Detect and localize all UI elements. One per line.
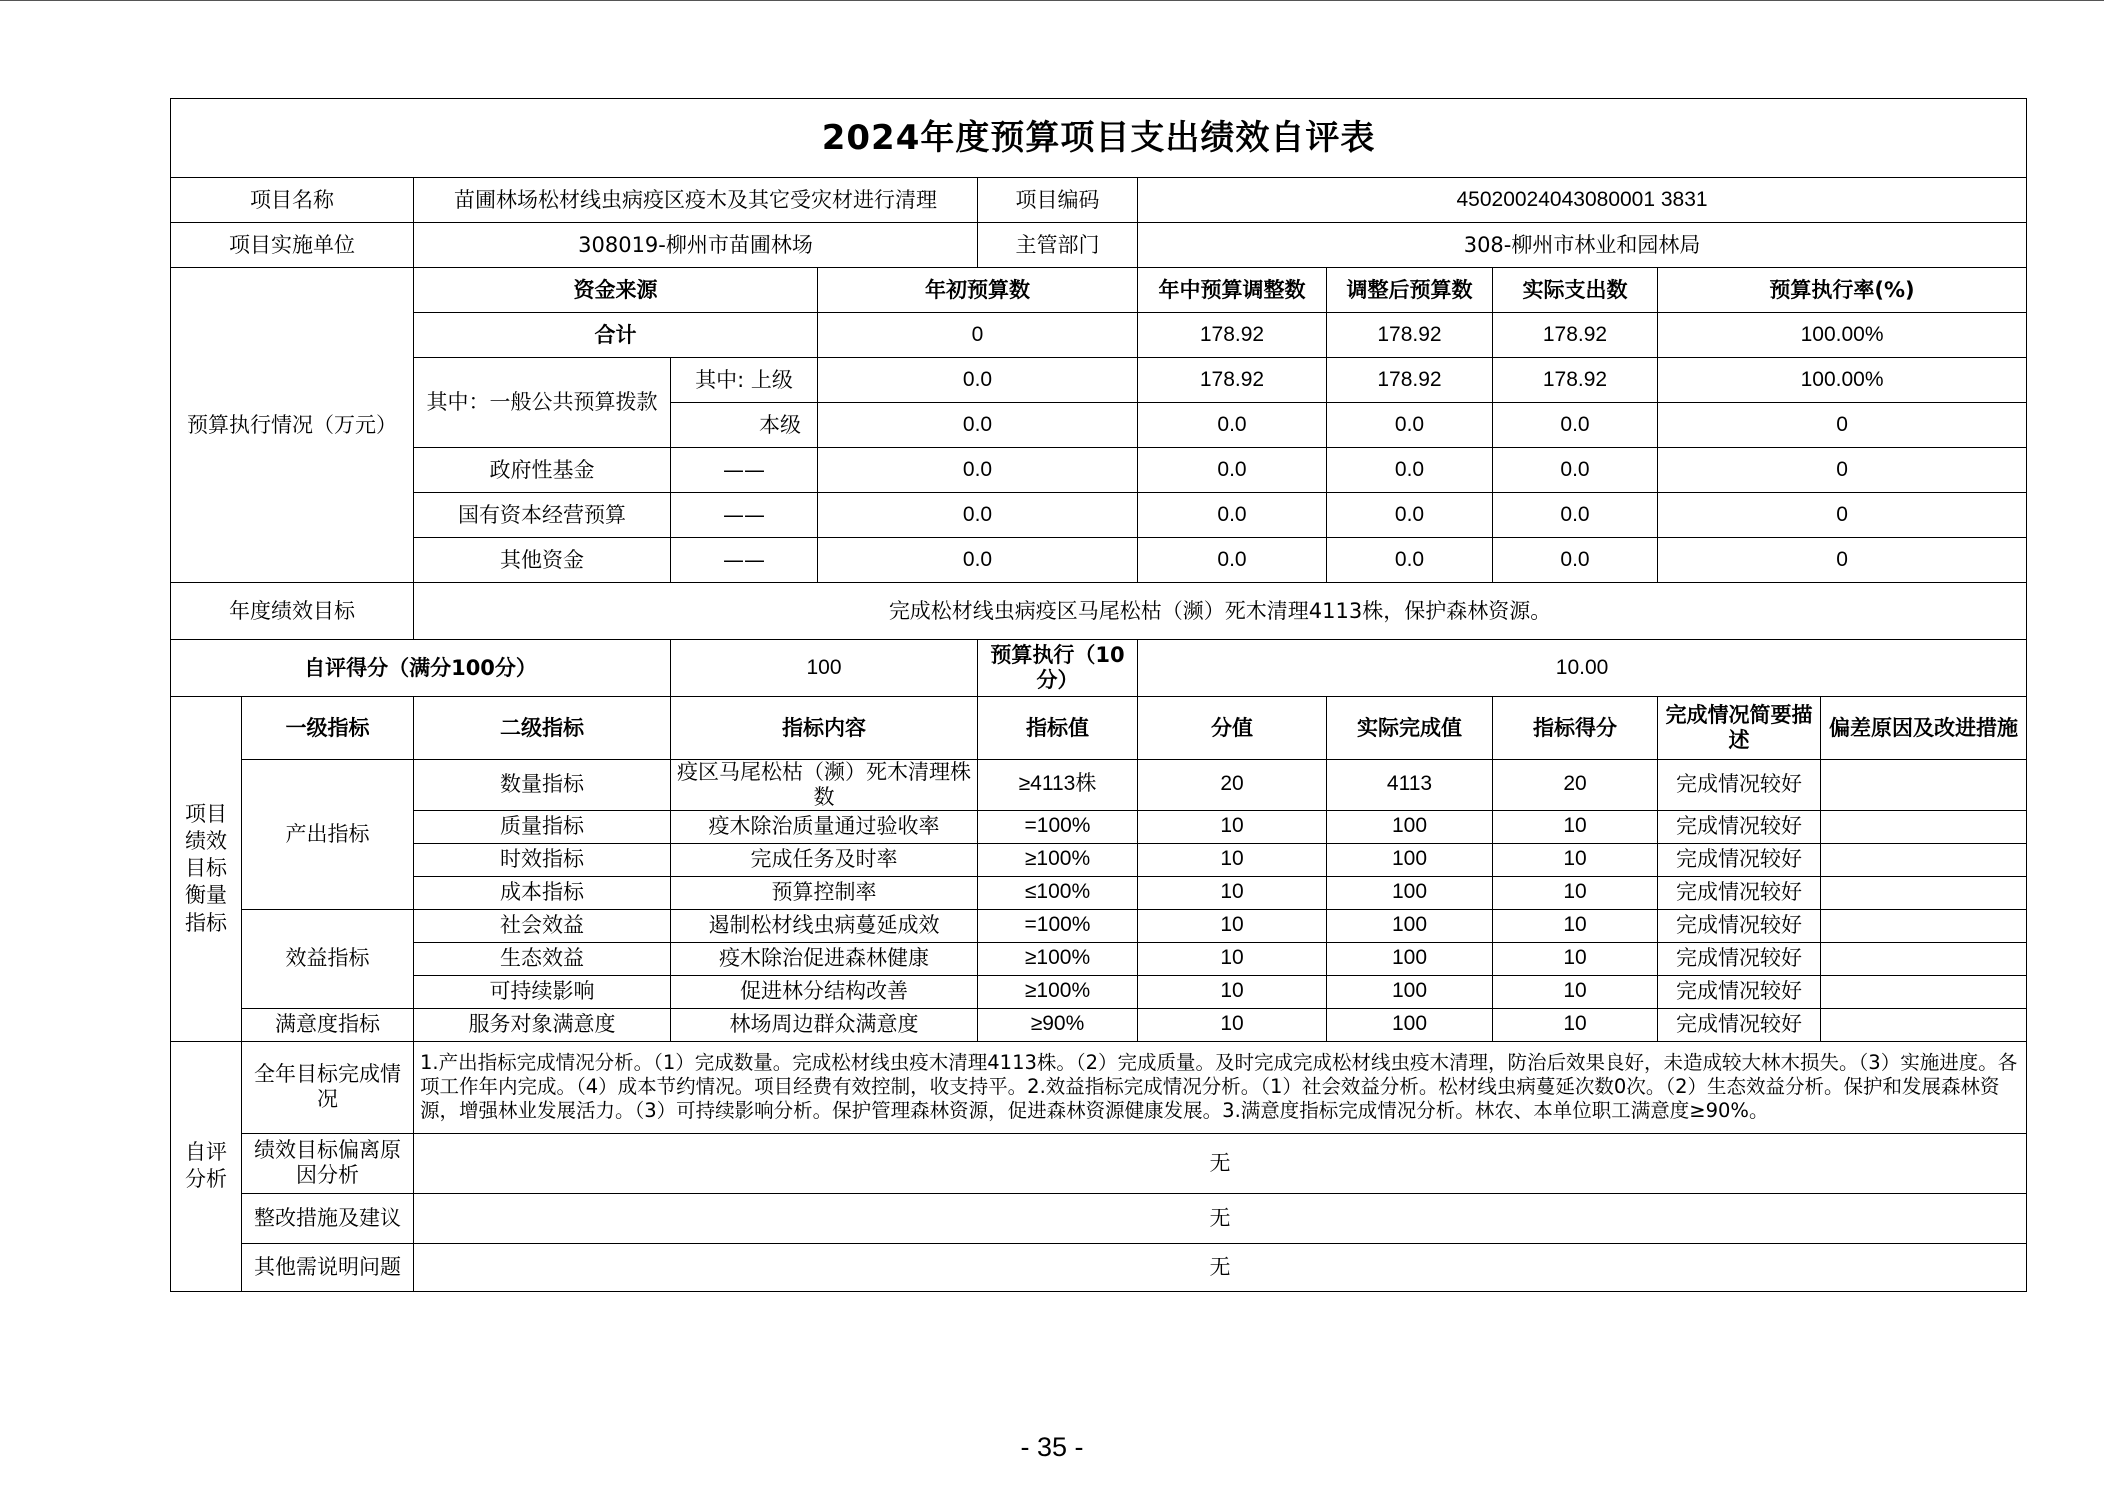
ind-actual: 100 xyxy=(1327,975,1493,1008)
budget-local-initial: 0.0 xyxy=(818,403,1138,448)
ind-score: 10 xyxy=(1493,909,1658,942)
analysis-rectify-text: 无 xyxy=(414,1193,2027,1243)
ind-score: 20 xyxy=(1493,760,1658,811)
budget-statecapital-initial: 0.0 xyxy=(818,493,1138,538)
ind-content: 疫区马尾松枯（濒）死木清理株数 xyxy=(671,760,978,811)
ind-level1-satisfaction: 满意度指标 xyxy=(242,1008,414,1041)
budget-govfund-label: 政府性基金 xyxy=(414,448,671,493)
ind-weight: 10 xyxy=(1138,909,1327,942)
ind-desc: 完成情况较好 xyxy=(1658,975,1821,1008)
ind-score: 10 xyxy=(1493,876,1658,909)
ind-score: 10 xyxy=(1493,975,1658,1008)
analysis-deviation-label: 绩效目标偏离原因分析 xyxy=(242,1133,414,1193)
ind-reason xyxy=(1821,909,2027,942)
annual-goal-label: 年度绩效目标 xyxy=(171,583,414,640)
project-code: 45020024043080001 3831 xyxy=(1138,178,2027,223)
ind-level2: 质量指标 xyxy=(414,810,671,843)
ind-level2: 成本指标 xyxy=(414,876,671,909)
self-score-value: 100 xyxy=(671,640,978,697)
ind-desc: 完成情况较好 xyxy=(1658,942,1821,975)
project-name: 苗圃林场松材线虫病疫区疫木及其它受灾材进行清理 xyxy=(414,178,978,223)
ind-level2: 可持续影响 xyxy=(414,975,671,1008)
budget-other-adjust: 0.0 xyxy=(1138,538,1327,583)
ind-weight: 10 xyxy=(1138,942,1327,975)
ind-header-weight: 分值 xyxy=(1138,697,1327,760)
budget-other-initial: 0.0 xyxy=(818,538,1138,583)
budget-header-initial: 年初预算数 xyxy=(818,268,1138,313)
ind-content: 疫木除治质量通过验收率 xyxy=(671,810,978,843)
budget-local-adjust: 0.0 xyxy=(1138,403,1327,448)
ind-content: 完成任务及时率 xyxy=(671,843,978,876)
ind-content: 林场周边群众满意度 xyxy=(671,1008,978,1041)
ind-target: =100% xyxy=(978,810,1138,843)
budget-superior-adjusted: 178.92 xyxy=(1327,358,1493,403)
budget-local-adjusted: 0.0 xyxy=(1327,403,1493,448)
ind-level2: 生态效益 xyxy=(414,942,671,975)
ind-level2: 服务对象满意度 xyxy=(414,1008,671,1041)
analysis-deviation-text: 无 xyxy=(414,1133,2027,1193)
ind-header-score: 指标得分 xyxy=(1493,697,1658,760)
ind-header-level2: 二级指标 xyxy=(414,697,671,760)
budget-total-actual: 178.92 xyxy=(1493,313,1658,358)
analysis-section-label: 自评分析 xyxy=(171,1041,242,1291)
ind-target: ≥90% xyxy=(978,1008,1138,1041)
ind-desc: 完成情况较好 xyxy=(1658,760,1821,811)
budget-header-source: 资金来源 xyxy=(414,268,818,313)
ind-content: 疫木除治促进森林健康 xyxy=(671,942,978,975)
ind-target: ≥100% xyxy=(978,942,1138,975)
project-unit: 308019-柳州市苗圃林场 xyxy=(414,223,978,268)
budget-superior-adjust: 178.92 xyxy=(1138,358,1327,403)
budget-header-adjusted: 调整后预算数 xyxy=(1327,268,1493,313)
ind-header-content: 指标内容 xyxy=(671,697,978,760)
ind-content: 遏制松材线虫病蔓延成效 xyxy=(671,909,978,942)
budget-govfund-actual: 0.0 xyxy=(1493,448,1658,493)
ind-score: 10 xyxy=(1493,942,1658,975)
ind-reason xyxy=(1821,810,2027,843)
ind-target: ≥100% xyxy=(978,843,1138,876)
budget-section-label: 预算执行情况（万元） xyxy=(171,268,414,583)
budget-local-actual: 0.0 xyxy=(1493,403,1658,448)
ind-header-desc: 完成情况简要描述 xyxy=(1658,697,1821,760)
budget-header-rate: 预算执行率(%) xyxy=(1658,268,2027,313)
analysis-other-label: 其他需说明问题 xyxy=(242,1243,414,1291)
budget-exec-score-label: 预算执行（10分） xyxy=(978,640,1138,697)
budget-total-rate: 100.00% xyxy=(1658,313,2027,358)
budget-other-adjusted: 0.0 xyxy=(1327,538,1493,583)
ind-level2: 时效指标 xyxy=(414,843,671,876)
ind-target: =100% xyxy=(978,909,1138,942)
budget-superior-actual: 178.92 xyxy=(1493,358,1658,403)
ind-actual: 100 xyxy=(1327,909,1493,942)
budget-statecapital-actual: 0.0 xyxy=(1493,493,1658,538)
page-top-border xyxy=(0,0,2104,1)
page-number: - 35 - xyxy=(1020,1432,1084,1462)
analysis-rectify-label: 整改措施及建议 xyxy=(242,1193,414,1243)
ind-target: ≥100% xyxy=(978,975,1138,1008)
dept-label: 主管部门 xyxy=(978,223,1138,268)
indicators-section-label: 项目绩效目标衡量指标 xyxy=(171,697,242,1042)
budget-other-rate: 0 xyxy=(1658,538,2027,583)
ind-score: 10 xyxy=(1493,843,1658,876)
ind-reason xyxy=(1821,876,2027,909)
budget-superior-rate: 100.00% xyxy=(1658,358,2027,403)
budget-govfund-rate: 0 xyxy=(1658,448,2027,493)
ind-reason xyxy=(1821,942,2027,975)
ind-weight: 10 xyxy=(1138,810,1327,843)
ind-target: ≥4113株 xyxy=(978,760,1138,811)
ind-weight: 10 xyxy=(1138,843,1327,876)
budget-general-label: 其中：一般公共预算拨款 xyxy=(414,358,671,448)
budget-statecapital-dash: —— xyxy=(671,493,818,538)
ind-weight: 10 xyxy=(1138,1008,1327,1041)
budget-govfund-adjust: 0.0 xyxy=(1138,448,1327,493)
budget-govfund-adjusted: 0.0 xyxy=(1327,448,1493,493)
analysis-other-text: 无 xyxy=(414,1243,2027,1291)
ind-header-target: 指标值 xyxy=(978,697,1138,760)
ind-actual: 100 xyxy=(1327,843,1493,876)
budget-header-adjust: 年中预算调整数 xyxy=(1138,268,1327,313)
ind-level1-benefit: 效益指标 xyxy=(242,909,414,1008)
self-evaluation-table xyxy=(170,98,2027,1292)
ind-level2: 数量指标 xyxy=(414,760,671,811)
ind-content: 促进林分结构改善 xyxy=(671,975,978,1008)
ind-actual: 100 xyxy=(1327,876,1493,909)
analysis-full-text: 1.产出指标完成情况分析。（1）完成数量。完成松材线虫疫木清理4113株。（2）完成质量。及时完成完成松材线虫疫木清理，防治后效果良好，未造成较大林木损失。（3）实施进度。各项工作年内完成。（4）成本节约情况。项目经费有效控制，收支持平。2.效益指标完成情况分析。（1）社会效益分析。松材线虫病蔓延次数0次。（2）生态效益分析。保护和发展森林资源，增强林业发展活力。（3）可持续影响分析。保护管理森林资源，促进森林资源健康发展。3.满意度指标完成情况分析。林农、本单位职工满意度≥90%。 xyxy=(414,1041,2027,1133)
ind-score: 10 xyxy=(1493,1008,1658,1041)
dept-name: 308-柳州市林业和园林局 xyxy=(1138,223,2027,268)
ind-desc: 完成情况较好 xyxy=(1658,843,1821,876)
ind-level2: 社会效益 xyxy=(414,909,671,942)
budget-local-rate: 0 xyxy=(1658,403,2027,448)
budget-other-actual: 0.0 xyxy=(1493,538,1658,583)
ind-actual: 100 xyxy=(1327,810,1493,843)
ind-header-level1: 一级指标 xyxy=(242,697,414,760)
ind-score: 10 xyxy=(1493,810,1658,843)
ind-actual: 100 xyxy=(1327,1008,1493,1041)
budget-exec-score-value: 10.00 xyxy=(1138,640,2027,697)
budget-total-adjusted: 178.92 xyxy=(1327,313,1493,358)
budget-total-adjust: 178.92 xyxy=(1138,313,1327,358)
project-name-label: 项目名称 xyxy=(171,178,414,223)
ind-desc: 完成情况较好 xyxy=(1658,876,1821,909)
budget-statecapital-adjust: 0.0 xyxy=(1138,493,1327,538)
ind-weight: 10 xyxy=(1138,975,1327,1008)
budget-govfund-dash: —— xyxy=(671,448,818,493)
budget-govfund-initial: 0.0 xyxy=(818,448,1138,493)
project-code-label: 项目编码 xyxy=(978,178,1138,223)
ind-actual: 100 xyxy=(1327,942,1493,975)
budget-statecapital-adjusted: 0.0 xyxy=(1327,493,1493,538)
budget-local-label: 本级 xyxy=(671,403,818,448)
ind-desc: 完成情况较好 xyxy=(1658,909,1821,942)
budget-statecapital-rate: 0 xyxy=(1658,493,2027,538)
ind-header-actual: 实际完成值 xyxy=(1327,697,1493,760)
ind-reason xyxy=(1821,1008,2027,1041)
budget-statecapital-label: 国有资本经营预算 xyxy=(414,493,671,538)
ind-desc: 完成情况较好 xyxy=(1658,1008,1821,1041)
ind-weight: 10 xyxy=(1138,876,1327,909)
page-title: 2024年度预算项目支出绩效自评表 xyxy=(171,99,2027,178)
analysis-full-label: 全年目标完成情况 xyxy=(242,1041,414,1133)
ind-weight: 20 xyxy=(1138,760,1327,811)
budget-total-label: 合计 xyxy=(414,313,818,358)
ind-actual: 4113 xyxy=(1327,760,1493,811)
project-unit-label: 项目实施单位 xyxy=(171,223,414,268)
budget-other-label: 其他资金 xyxy=(414,538,671,583)
budget-total-initial: 0 xyxy=(818,313,1138,358)
budget-other-dash: —— xyxy=(671,538,818,583)
ind-reason xyxy=(1821,843,2027,876)
budget-superior-label: 其中: 上级 xyxy=(671,358,818,403)
self-score-label: 自评得分（满分100分） xyxy=(171,640,671,697)
ind-content: 预算控制率 xyxy=(671,876,978,909)
ind-reason xyxy=(1821,760,2027,811)
budget-header-actual: 实际支出数 xyxy=(1493,268,1658,313)
ind-header-reason: 偏差原因及改进措施 xyxy=(1821,697,2027,760)
ind-level1-output: 产出指标 xyxy=(242,760,414,910)
budget-superior-initial: 0.0 xyxy=(818,358,1138,403)
ind-desc: 完成情况较好 xyxy=(1658,810,1821,843)
ind-target: ≤100% xyxy=(978,876,1138,909)
ind-reason xyxy=(1821,975,2027,1008)
annual-goal-text: 完成松材线虫病疫区马尾松枯（濒）死木清理4113株，保护森林资源。 xyxy=(414,583,2027,640)
